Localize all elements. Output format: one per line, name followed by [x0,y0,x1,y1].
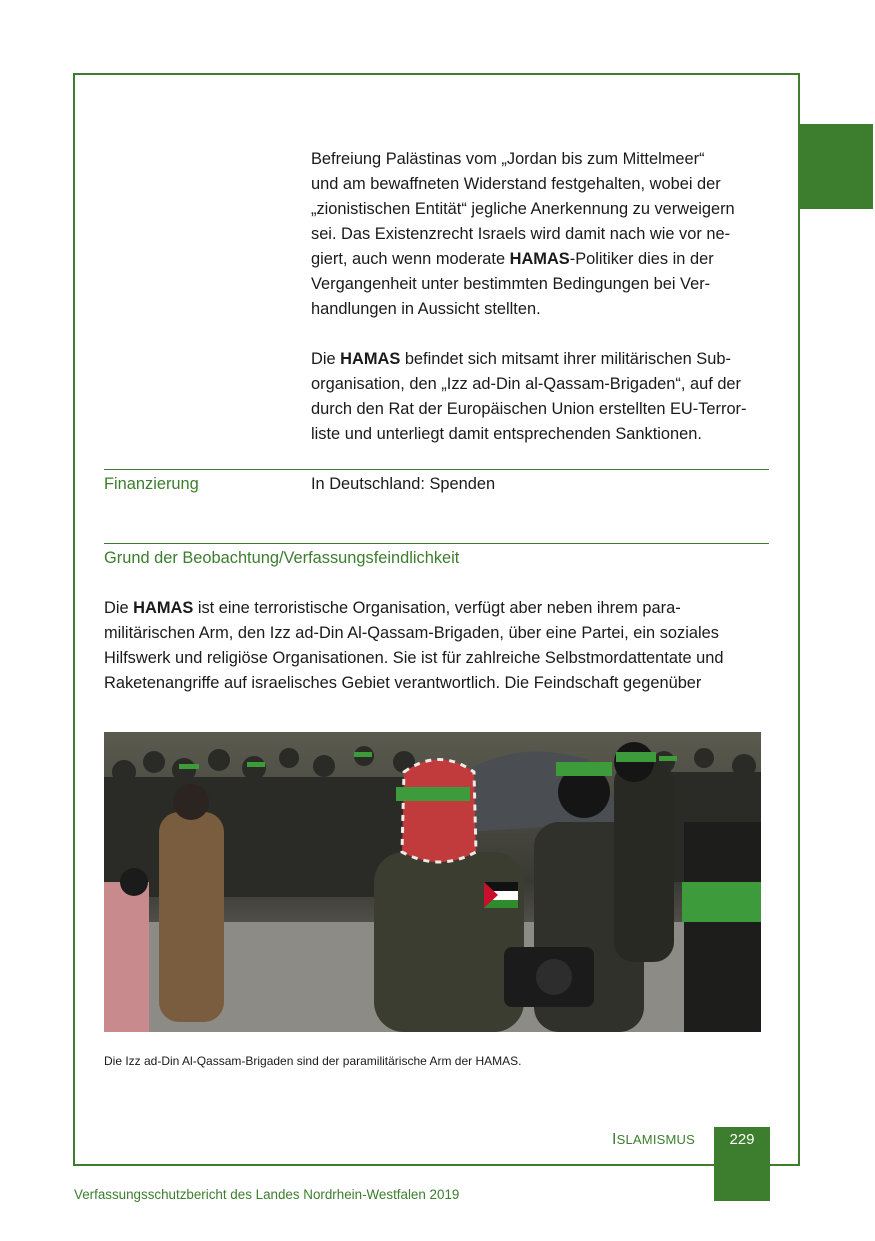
running-header-section: ISLAMISMUS [611,1131,695,1148]
body-paragraph: Die HAMAS ist eine terroristische Organisation, verfügt aber neben ihrem para- militärischen Arm, den Izz ad-Din Al-Qassam-Brigaden, über eine Partei, ein soziales Hilfswerk und religiöse Organisationen. Sie ist für zahlreiche Selbstmordattentate und Raketenangriffe auf israelisches Gebiet verantwortlich. Die Feindschaft gegenüber [104,599,724,692]
paragraph-1: Befreiung Palästinas vom „Jordan bis zum Mittelmeer“ und am bewaffneten Widerstand festgehalten, wobei der „zionistischen Entität“ jegliche Anerkennung zu verweigern sei. Das Existenzrecht Israels wird damit nach wie vor ne- giert, auch wenn moderate HAMAS-Politiker dies in der Vergangenheit unter bestimmten Bedingungen bei Ver- handlungen in Aussicht stellten. [311,150,735,318]
section-heading: Grund der Beobachtung/Verfassungsfeindlichkeit [104,549,460,567]
divider [104,469,769,470]
page-number-box [714,1127,770,1201]
publication-title: Verfassungsschutzbericht des Landes Nordrhein-Westfalen 2019 [74,1187,460,1202]
page-number: 229 [729,1131,755,1148]
photo [104,732,761,1032]
photo-caption: Die Izz ad-Din Al-Qassam-Brigaden sind der paramilitärische Arm der HAMAS. [104,1054,522,1068]
divider [104,543,769,544]
financing-label: Finanzierung [104,475,199,493]
chapter-tab [799,124,873,209]
financing-value: In Deutschland: Spenden [311,475,496,493]
paragraph-2: Die HAMAS befindet sich mitsamt ihrer militärischen Sub- organisation, den „Izz ad-Din al-Qassam-Brigaden“, auf der durch den Rat der Europäischen Union erstellten EU-Terror- liste und unterliegt damit entsprechenden Sanktionen. [311,350,747,443]
